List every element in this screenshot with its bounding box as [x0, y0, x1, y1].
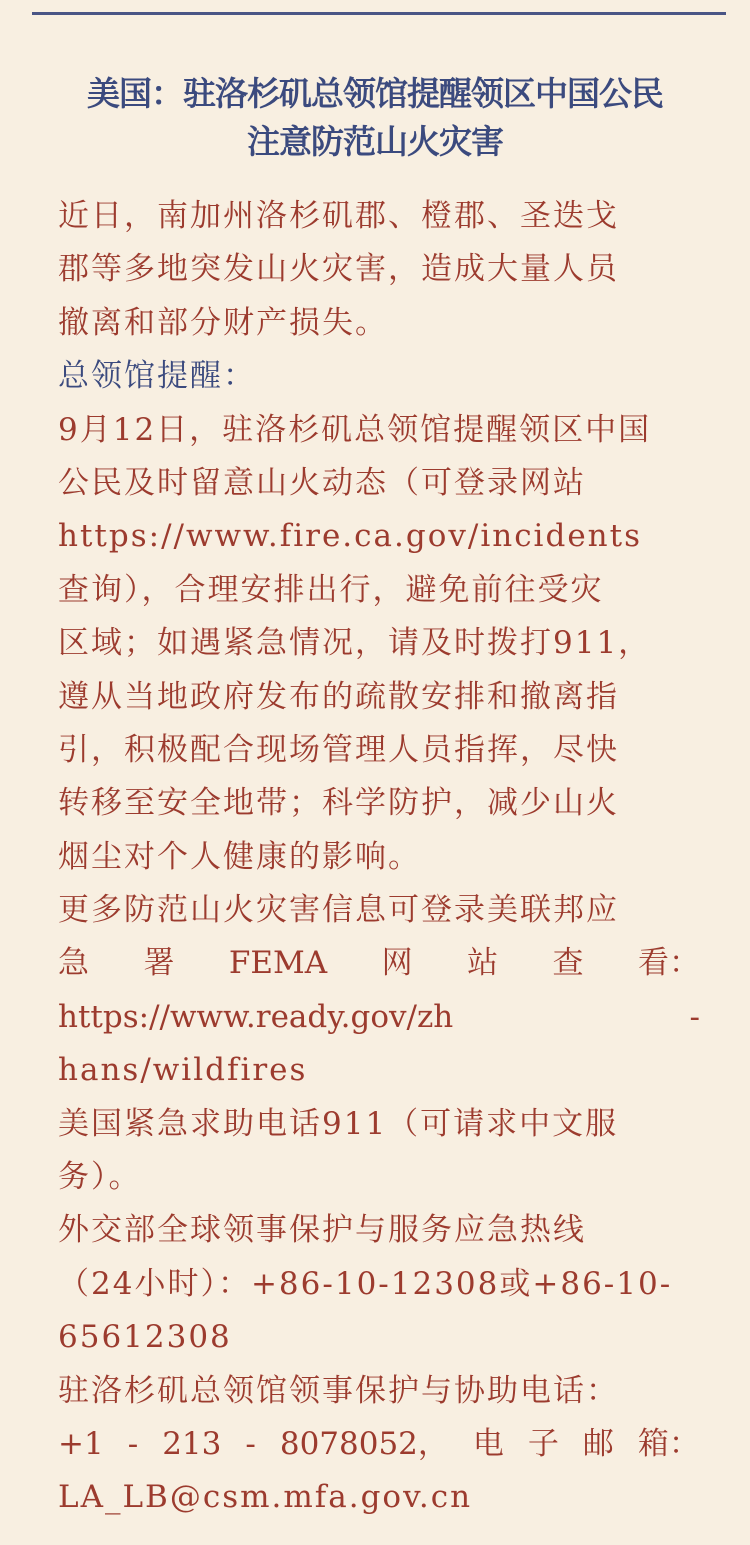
reminder-line: 9月12日，驻洛杉矶总领馆提醒领区中国 [58, 411, 652, 448]
emergency-line: 美国紧急求助电话911（可请求中文服 [58, 1105, 619, 1142]
fema-line-justified [58, 937, 700, 990]
phone-token: 箱： [637, 1425, 700, 1462]
hotline-line: （24小时）：+86-10-12308或+86-10- [58, 1265, 673, 1302]
fema-word: 署 [143, 945, 175, 982]
fema-link[interactable]: https://www.ready.gov/zh [58, 998, 454, 1035]
reminder-heading: 总领馆提醒： [58, 358, 256, 395]
fema-link-dash: - [689, 998, 700, 1035]
phone-token: 8078052， [279, 1425, 449, 1462]
phone-token: - [245, 1425, 256, 1462]
fema-word: 查 [552, 945, 584, 982]
reminder-line: 公民及时留意山火动态（可登录网站 [58, 464, 586, 501]
article-title-line-2: 注意防范山火灾害 [247, 122, 503, 161]
phone-token: 邮 [582, 1425, 614, 1462]
fema-line: 更多防范山火灾害信息可登录美联邦应 [58, 892, 619, 929]
reminder-line: 查询），合理安排出行，避免前往受灾 [58, 571, 604, 608]
consulate-phone-line: 驻洛杉矶总领馆领事保护与协助电话： [58, 1372, 619, 1409]
phone-token: 213 [162, 1425, 222, 1462]
reminder-line: 烟尘对个人健康的影响。 [58, 838, 421, 875]
fema-word: 网 [381, 945, 413, 982]
consulate-phone-line-justified [58, 1418, 700, 1471]
phone-token: 子 [527, 1425, 559, 1462]
article-body [58, 190, 700, 1525]
email-link[interactable]: LA_LB@csm.mfa.gov.cn [58, 1479, 473, 1516]
fema-link-line[interactable] [58, 991, 700, 1044]
fire-incidents-link[interactable]: https://www.fire.ca.gov/incidents [58, 518, 642, 555]
fema-word: 急 [58, 945, 89, 982]
emergency-line: 务）。 [58, 1159, 142, 1196]
article-title-line-1: 美国：驻洛杉矶总领馆提醒领区中国公民 [87, 74, 663, 113]
phone-token: +1 [58, 1425, 104, 1462]
reminder-line: 引，积极配合现场管理人员指挥，尽快 [58, 731, 619, 768]
intro-line: 撤离和部分财产损失。 [58, 304, 388, 341]
article-title [40, 70, 710, 166]
fema-word: 看： [638, 945, 700, 982]
fema-link-continued[interactable]: hans/wildfires [58, 1052, 308, 1089]
phone-token: - [127, 1425, 139, 1462]
hotline-line: 65612308 [58, 1319, 232, 1356]
top-divider [32, 12, 726, 15]
intro-line: 近日，南加州洛杉矶郡、橙郡、圣迭戈 [58, 198, 619, 234]
hotline-line: 外交部全球领事保护与服务应急热线 [58, 1212, 586, 1249]
fema-word: 站 [467, 945, 499, 982]
intro-line: 郡等多地突发山火灾害，造成大量人员 [58, 251, 619, 288]
reminder-line: 区域；如遇紧急情况，请及时拨打911， [58, 625, 652, 662]
fema-word: FEMA [228, 945, 328, 982]
reminder-line: 转移至安全地带；科学防护，减少山火 [58, 785, 619, 822]
phone-token: 电 [472, 1425, 504, 1462]
reminder-line: 遵从当地政府发布的疏散安排和撤离指 [58, 678, 619, 715]
